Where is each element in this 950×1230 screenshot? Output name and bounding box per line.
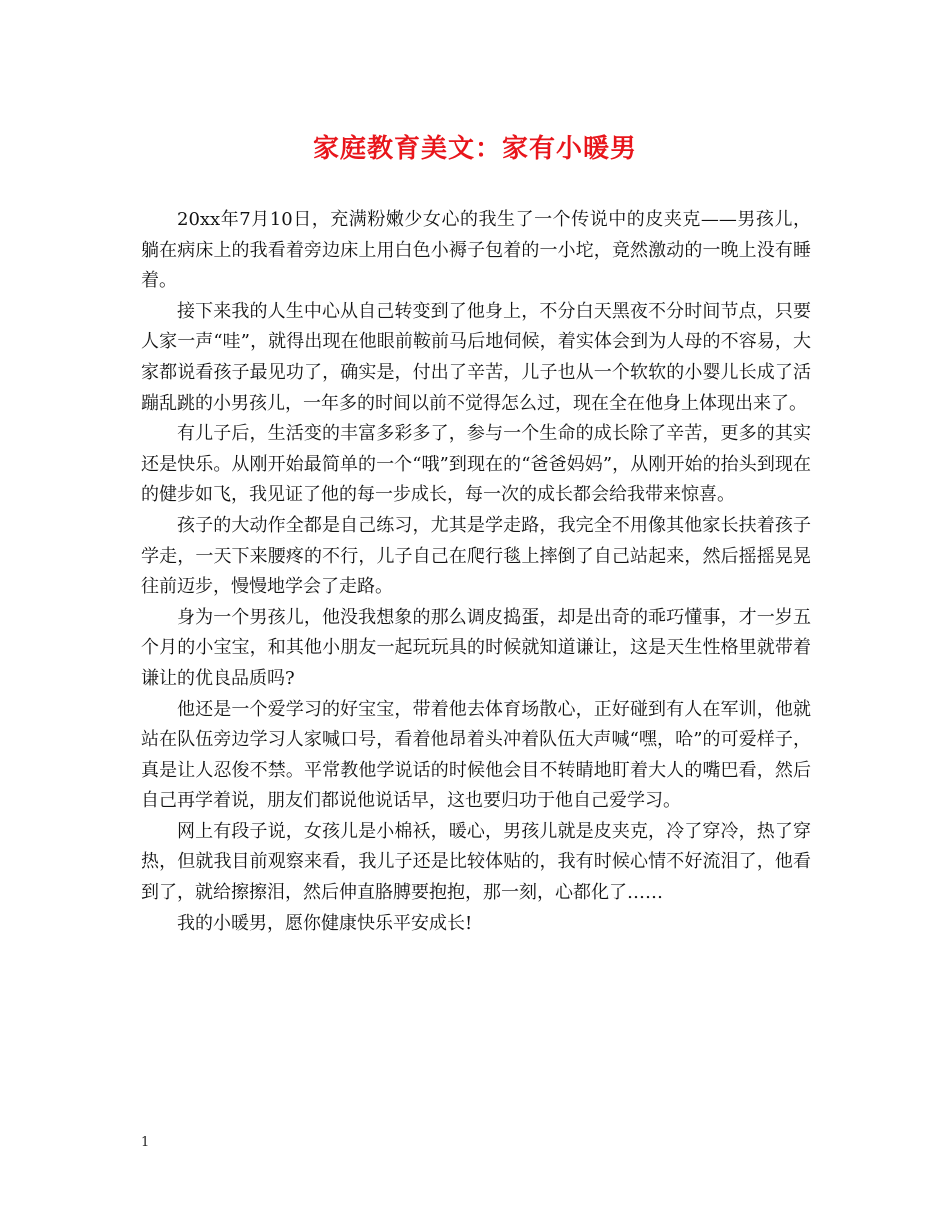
page-number: 1 (141, 1135, 150, 1150)
document-body (141, 205, 811, 939)
paragraph-3: 有儿子后，生活变的丰富多彩多了，参与一个生命的成长除了辛苦，更多的其实还是快乐。从刚开始最简单的一个“哦”到现在的“爸爸妈妈”，从刚开始的抬头到现在的健步如飞，我见证了他的每一步成长，每一次的成长都会给我带来惊喜。 (141, 423, 811, 506)
paragraph-2: 接下来我的人生中心从自己转变到了他身上，不分白天黑夜不分时间节点，只要人家一声“哇”，就得出现在他眼前鞍前马后地伺候，着实体会到为人母的不容易，大家都说看孩子最见功了，确实是，付出了辛苦，儿子也从一个软软的小婴儿长成了活蹦乱跳的小男孩儿，一年多的时间以前不觉得怎么过，现在全在他身上体现出来了。 (141, 300, 811, 414)
paragraph-6: 他还是一个爱学习的好宝宝，带着他去体育场散心，正好碰到有人在军训，他就站在队伍旁边学习人家喊口号，看着他昂着头冲着队伍大声喊“嘿，哈”的可爱样子，真是让人忍俊不禁。平常教他学说话的时候他会目不转睛地盯着大人的嘴巴看，然后自己再学着说，朋友们都说他说话早，这也要归功于他自己爱学习。 (141, 698, 811, 812)
paragraph-4: 孩子的大动作全都是自己练习，尤其是学走路，我完全不用像其他家长扶着孩子学走，一天下来腰疼的不行，儿子自己在爬行毯上摔倒了自己站起来，然后摇摇晃晃往前迈步，慢慢地学会了走路。 (141, 514, 811, 598)
document-title: 家庭教育美文：家有小暖男 (312, 134, 637, 164)
paragraph-8: 我的小暖男，愿你健康快乐平安成长! (177, 912, 473, 934)
paragraph-1: 20xx年7月10日，充满粉嫩少女心的我生了一个传说中的皮夹克——男孩儿，躺在病床上的我看着旁边床上用白色小褥子包着的一小坨，竟然激动的一晚上没有睡着。 (141, 209, 811, 292)
paragraph-5: 身为一个男孩儿，他没我想象的那么调皮捣蛋，却是出奇的乖巧懂事，才一岁五个月的小宝宝，和其他小朋友一起玩玩具的时候就知道谦让，这是天生性格里就带着谦让的优良品质吗? (141, 606, 811, 689)
paragraph-7: 网上有段子说，女孩儿是小棉袄，暖心，男孩儿就是皮夹克，冷了穿冷，热了穿热，但就我目前观察来看，我儿子还是比较体贴的，我有时候心情不好流泪了，他看到了，就给擦擦泪，然后伸直胳膊要抱抱，那一刻，心都化了…… (141, 820, 811, 904)
